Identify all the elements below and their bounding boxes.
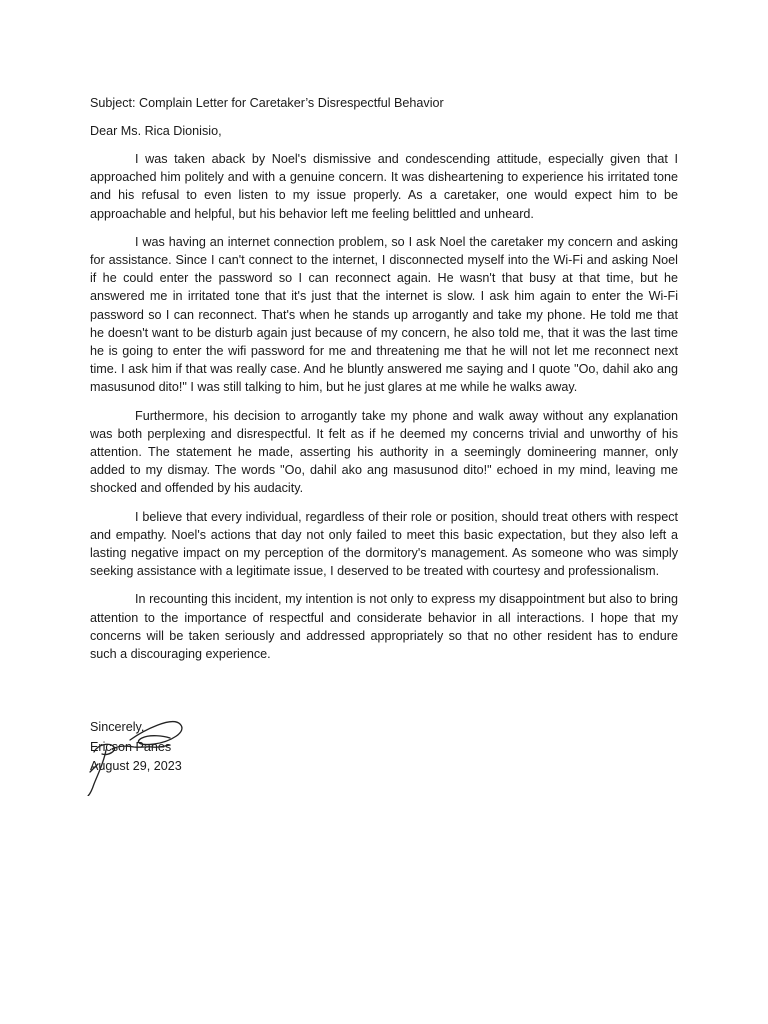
letter-salutation: Dear Ms. Rica Dionisio,	[90, 124, 222, 138]
letter-paragraph-1: I was taken aback by Noel's dismissive and condescending attitude, especially given that I approached him politely and with a genuine concern. It was disheartening to experience his irritated tone and his refusal to even listen to my issue properly. As a caretaker, one would expect him to be approachable and helpful, but his behavior left me feeling belittled and unheard.	[90, 152, 678, 221]
letter-body	[90, 94, 678, 673]
letter-paragraph-3: Furthermore, his decision to arrogantly take my phone and walk away without any explanation was both perplexing and disrespectful. It felt as if he deemed my concerns trivial and unworthy of his attention. The statement he made, asserting his authority in a seemingly domineering manner, only added to my dismay. The words "Oo, dahil ako ang masusunod dito!" echoed in my mind, leaving me shocked and offended by his audacity.	[90, 408, 678, 496]
letter-paragraph-5: In recounting this incident, my intention is not only to express my disappointment but also to bring attention to the importance of respectful and considerate behavior in all interactions. I hope that my concerns will be taken seriously and addressed appropriately so that no other resident has to endure such a discouraging experience.	[90, 592, 678, 662]
letter-subject: Subject: Complain Letter for Caretaker’s Disrespectful Behavior	[90, 96, 444, 110]
letter-paragraph-4: I believe that every individual, regardless of their role or position, should treat others with respect and empathy. Noel's actions that day not only failed to meet this basic expectation, but they also left a lasting negative impact on my perception of the dormitory's management. As someone who was simply seeking assistance with a legitimate issue, I deserved to be treated with courtesy and professionalism.	[90, 509, 678, 579]
letter-closing-block	[90, 718, 182, 777]
sender-name: Ericson Panes	[90, 739, 172, 754]
letter-date: August 29, 2023	[90, 759, 182, 773]
letter-paragraph-2: I was having an internet connection problem, so I ask Noel the caretaker my concern and asking for assistance. Since I can't connect to the internet, I disconnected myself into the Wi-Fi and asking Noel if he could enter the password so I can reconnect again. He wasn't that busy at that time, but he answered me in irritated tone that it's just that the internet is slow. I ask him again to enter the Wi-Fi password so I can reconnect. That's when he stands up arrogantly and take my phone. He told me that he doesn't want to be disturb again just because of my concern, he also told me, that it was the last time he is going to enter the wifi password for me and threatening me that he will not let me reconnect next time. I ask him if that was really case. And he bluntly answered me saying and I quote "Oo, dahil ako ang masusunod dito!" I was still talking to him, but he just glares at me while he walks away.	[90, 234, 678, 395]
closing-line: Sincerely,	[90, 720, 145, 734]
